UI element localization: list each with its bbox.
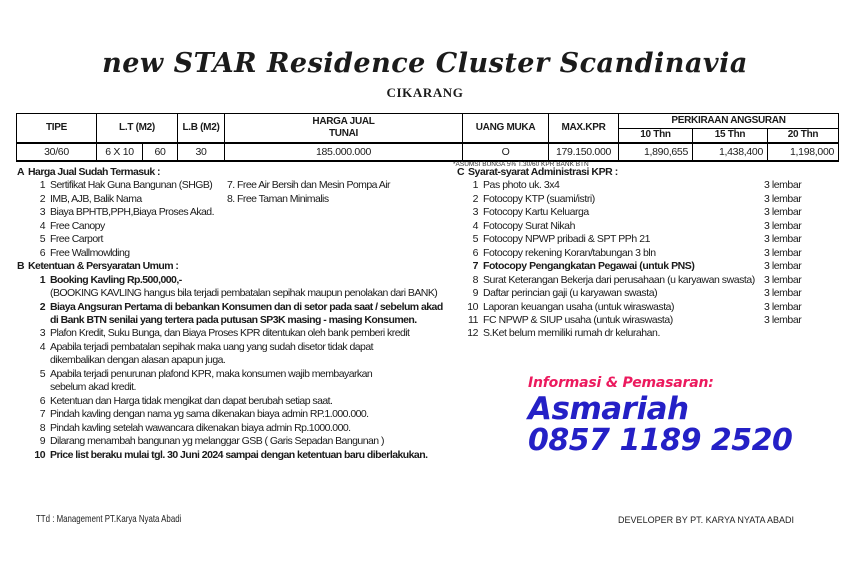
list-item: 3 Plafon Kredit, Suku Bunga, dan Biaya Proses KPR ditentukan oleh bank pemberi kredit <box>39 327 410 340</box>
cell-lt-area: 60 <box>143 143 178 161</box>
right-column <box>457 166 847 341</box>
table-footnote: *ASUMSI BUNGA 5% T.30/60 KPR BANK BTN <box>453 161 589 168</box>
section-a-heading <box>17 166 462 179</box>
footer-signature: TTd : Management PT.Karya Nyata Abadi <box>36 513 182 525</box>
list-item-extra: 7. Free Air Bersih dan Mesin Pompa Air <box>227 179 390 192</box>
list-item: 12 S.Ket belum memiliki rumah dr kelurahan. <box>467 327 660 340</box>
qty-label: 3 lembar <box>764 246 802 259</box>
cell-angsuran-10: 1,890,655 <box>619 143 693 161</box>
qty-label: 3 lembar <box>764 300 802 313</box>
list-item: 1 Booking Kavling Rp.500,000,- <box>39 273 182 286</box>
col-header-10thn: 10 Thn <box>619 129 693 144</box>
cell-angsuran-20: 1,198,000 <box>768 143 839 161</box>
cell-harga: 185.000.000 <box>225 143 463 161</box>
list-item: (BOOKING KAVLING hangus bila terjadi pembatalan sepihak maupun penolakan dari BANK) <box>50 287 438 300</box>
section-b-heading <box>17 260 462 273</box>
section-b-title: Ketentuan & Persyaratan Umum : <box>28 260 179 273</box>
list-item: di Bank BTN senilai yang tertera pada putusan SP3K masing - masing Konsumen. <box>50 313 417 326</box>
list-item: dikembalikan dengan alasan apapun juga. <box>50 354 226 367</box>
col-header-uang-muka: UANG MUKA <box>463 114 549 144</box>
list-item: 8 Pindah kavling setelah wawancara dikenakan biaya admin Rp.1000.000. <box>39 421 351 434</box>
list-item: sebelum akad kredit. <box>50 381 136 394</box>
section-a-title: Harga Jual Sudah Termasuk : <box>28 166 161 178</box>
list-item: 11 FC NPWP & SIUP usaha (untuk wiraswasta) 3 lembar <box>468 313 802 326</box>
list-item: 2 Biaya Angsuran Pertama di bebankan Konsumen dan di setor pada saat / sebelum akad <box>39 300 443 313</box>
qty-label: 3 lembar <box>764 192 802 205</box>
list-item: 5 Fotocopy NPWP pribadi & SPT PPh 21 3 lembar <box>472 233 802 246</box>
table-row <box>17 143 839 161</box>
list-item: 9 Dilarang menambah bangunan yg melanggar GSB ( Garis Sepadan Bangunan ) <box>39 435 384 448</box>
list-item: 2 Fotocopy KTP (suami/istri) 3 lembar <box>472 192 802 205</box>
col-header-max-kpr: MAX.KPR <box>549 114 619 144</box>
list-item: 10 Price list beraku mulai tgl. 30 Juni 2024 sampai dengan ketentuan baru diberlakukan. <box>34 448 428 461</box>
qty-label: 3 lembar <box>764 206 802 219</box>
list-item: 5 Free Carport <box>39 233 103 246</box>
list-item: 9 Daftar perincian gaji (u karyawan swasta) 3 lembar <box>472 287 802 300</box>
contact-phone: 0857 1189 2520 <box>528 423 793 458</box>
col-header-lb: L.B (M2) <box>178 114 225 144</box>
col-header-tipe: TIPE <box>17 114 97 144</box>
qty-label: 3 lembar <box>764 179 802 192</box>
section-c-heading <box>457 166 847 179</box>
col-header-15thn: 15 Thn <box>693 129 768 144</box>
contact-label: Informasi & Pemasaran: <box>528 375 714 391</box>
cell-tipe: 30/60 <box>17 143 97 161</box>
qty-label: 3 lembar <box>764 233 802 246</box>
section-a-letter: A <box>17 166 25 178</box>
list-item: 4 Apabila terjadi pembatalan sepihak maka uang yang sudah disetor tidak dapat <box>39 340 373 353</box>
list-item: 3 Biaya BPHTB,PPH,Biaya Proses Akad. <box>39 206 214 219</box>
cell-max-kpr: 179.150.000 <box>549 143 619 161</box>
list-item: 6 Ketentuan dan Harga tidak mengikat dan dapat berubah setiap saat. <box>39 394 333 407</box>
list-item: 7 Pindah kavling dengan nama yg sama dikenakan biaya admin RP.1.000.000. <box>39 408 369 421</box>
list-item-extra: 8. Free Taman Minimalis <box>227 192 329 205</box>
cell-uang-muka: O <box>463 143 549 161</box>
section-b-letter: B <box>17 260 25 273</box>
list-item: 4 Free Canopy <box>39 219 105 232</box>
list-item: 4 Fotocopy Surat Nikah 3 lembar <box>472 219 802 232</box>
col-header-perkiraan-angsuran: PERKIRAAN ANGSURAN <box>619 114 839 129</box>
section-c-letter: C <box>457 166 465 178</box>
col-header-lt: L.T (M2) <box>97 114 178 144</box>
list-item: 3 Fotocopy Kartu Keluarga 3 lembar <box>472 206 802 219</box>
list-item: 6 Free Wallmowlding <box>39 246 130 259</box>
left-column <box>17 166 462 462</box>
footer-developer: DEVELOPER BY PT. KARYA NYATA ABADI <box>618 515 795 526</box>
contact-block <box>528 375 792 458</box>
section-c-title: Syarat-syarat Administrasi KPR : <box>468 166 618 178</box>
col-header-harga-line1: HARGA JUAL <box>312 115 375 127</box>
list-item: 1 Pas photo uk. 3x4 3 lembar <box>472 179 802 192</box>
list-item: 6 Fotocopy rekening Koran/tabungan 3 bln 3 lembar <box>472 246 802 259</box>
col-header-harga <box>225 114 463 144</box>
cell-lt-dim: 6 X 10 <box>97 143 143 161</box>
qty-label: 3 lembar <box>764 219 802 232</box>
page-title: new STAR Residence Cluster Scandinavia <box>102 48 748 79</box>
col-header-20thn: 20 Thn <box>768 129 839 144</box>
qty-label: 3 lembar <box>764 260 802 273</box>
list-item: 1 Sertifikat Hak Guna Bangunan (SHGB) 7. Free Air Bersih dan Mesin Pompa Air <box>39 179 390 192</box>
cell-lb: 30 <box>178 143 225 161</box>
page-subtitle: CIKARANG <box>386 85 464 100</box>
qty-label: 3 lembar <box>764 273 802 286</box>
list-item: 2 IMB, AJB, Balik Nama 8. Free Taman Minimalis <box>39 192 329 205</box>
qty-label: 3 lembar <box>764 287 802 300</box>
list-item: 8 Surat Keterangan Bekerja dari perusahaan (u karyawan swasta) 3 lembar <box>472 273 802 286</box>
list-item: 10 Laporan keuangan usaha (untuk wiraswasta) 3 lembar <box>467 300 802 313</box>
price-table <box>16 113 839 162</box>
col-header-harga-line2: TUNAI <box>328 128 359 139</box>
list-item: 5 Apabila terjadi penurunan plafond KPR, maka konsumen wajib membayarkan <box>39 367 373 380</box>
contact-name: Asmariah <box>528 391 689 427</box>
list-item: 7 Fotocopy Pengangkatan Pegawai (untuk PNS) 3 lembar <box>472 260 802 273</box>
qty-label: 3 lembar <box>764 313 802 326</box>
cell-angsuran-15: 1,438,400 <box>693 143 768 161</box>
